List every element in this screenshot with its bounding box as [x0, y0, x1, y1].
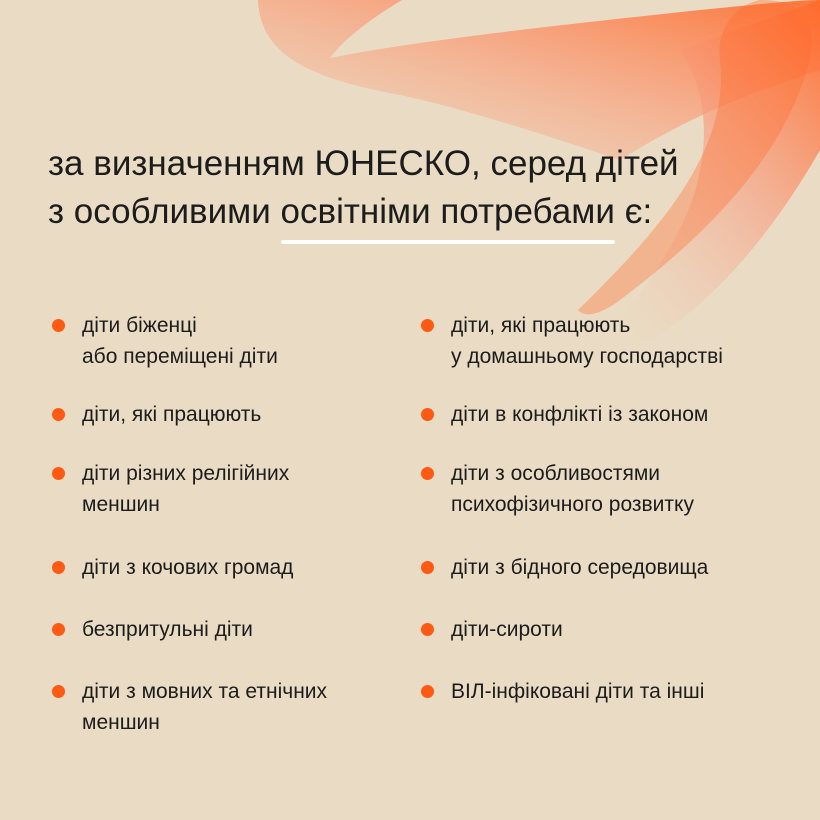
- list-item: [52, 552, 293, 583]
- list-item-text: ВІЛ-інфіковані діти та інші: [451, 680, 705, 703]
- list-item-text: діти з бідного середовища: [451, 556, 709, 579]
- bullet-icon: [421, 685, 434, 698]
- title-highlight: освітніми потребами: [281, 188, 615, 236]
- list-item: [52, 676, 327, 738]
- list-item-text: діти з мовних та етнічних меншин: [82, 680, 328, 734]
- bullet-icon: [52, 685, 65, 698]
- list-item-text: діти-сироти: [451, 618, 563, 641]
- bullet-icon: [52, 408, 65, 421]
- list-item-text: діти біженці або переміщені діти: [82, 314, 278, 368]
- bullet-icon: [421, 319, 434, 332]
- bullet-icon: [52, 467, 65, 480]
- bullet-icon: [52, 319, 65, 332]
- list-item: [421, 614, 563, 645]
- list-item: [421, 458, 694, 520]
- bullet-icon: [52, 561, 65, 574]
- title-line-1: за визначенням ЮНЕСКО, серед дітей: [48, 144, 679, 183]
- list-item: [421, 399, 708, 430]
- list-item: [421, 552, 708, 583]
- list-item: [52, 614, 253, 645]
- list-item: [52, 310, 278, 372]
- bullet-icon: [52, 623, 65, 636]
- list-item-text: діти в конфлікті із законом: [451, 403, 709, 426]
- title-line-2-start: з особливими: [48, 192, 281, 231]
- list-item-text: діти, які працюють у домашньому господарстві: [451, 314, 723, 368]
- list-item: [421, 310, 723, 372]
- list-item: [421, 676, 704, 707]
- bullet-icon: [421, 408, 434, 421]
- page-title: [48, 140, 788, 236]
- list-item-text: діти з особливостями психофізичного розвитку: [451, 462, 694, 516]
- list-item: [52, 399, 261, 430]
- list-item: [52, 458, 289, 520]
- list-item-text: діти різних релігійних меншин: [82, 462, 290, 516]
- title-line-2: [48, 188, 788, 236]
- list-item-text: діти з кочових громад: [82, 556, 294, 579]
- list-item-text: діти, які працюють: [82, 403, 262, 426]
- list-item-text: безпритульні діти: [82, 618, 253, 641]
- bullet-icon: [421, 467, 434, 480]
- bullet-icon: [421, 623, 434, 636]
- bullet-icon: [421, 561, 434, 574]
- title-line-2-end: є:: [614, 192, 653, 231]
